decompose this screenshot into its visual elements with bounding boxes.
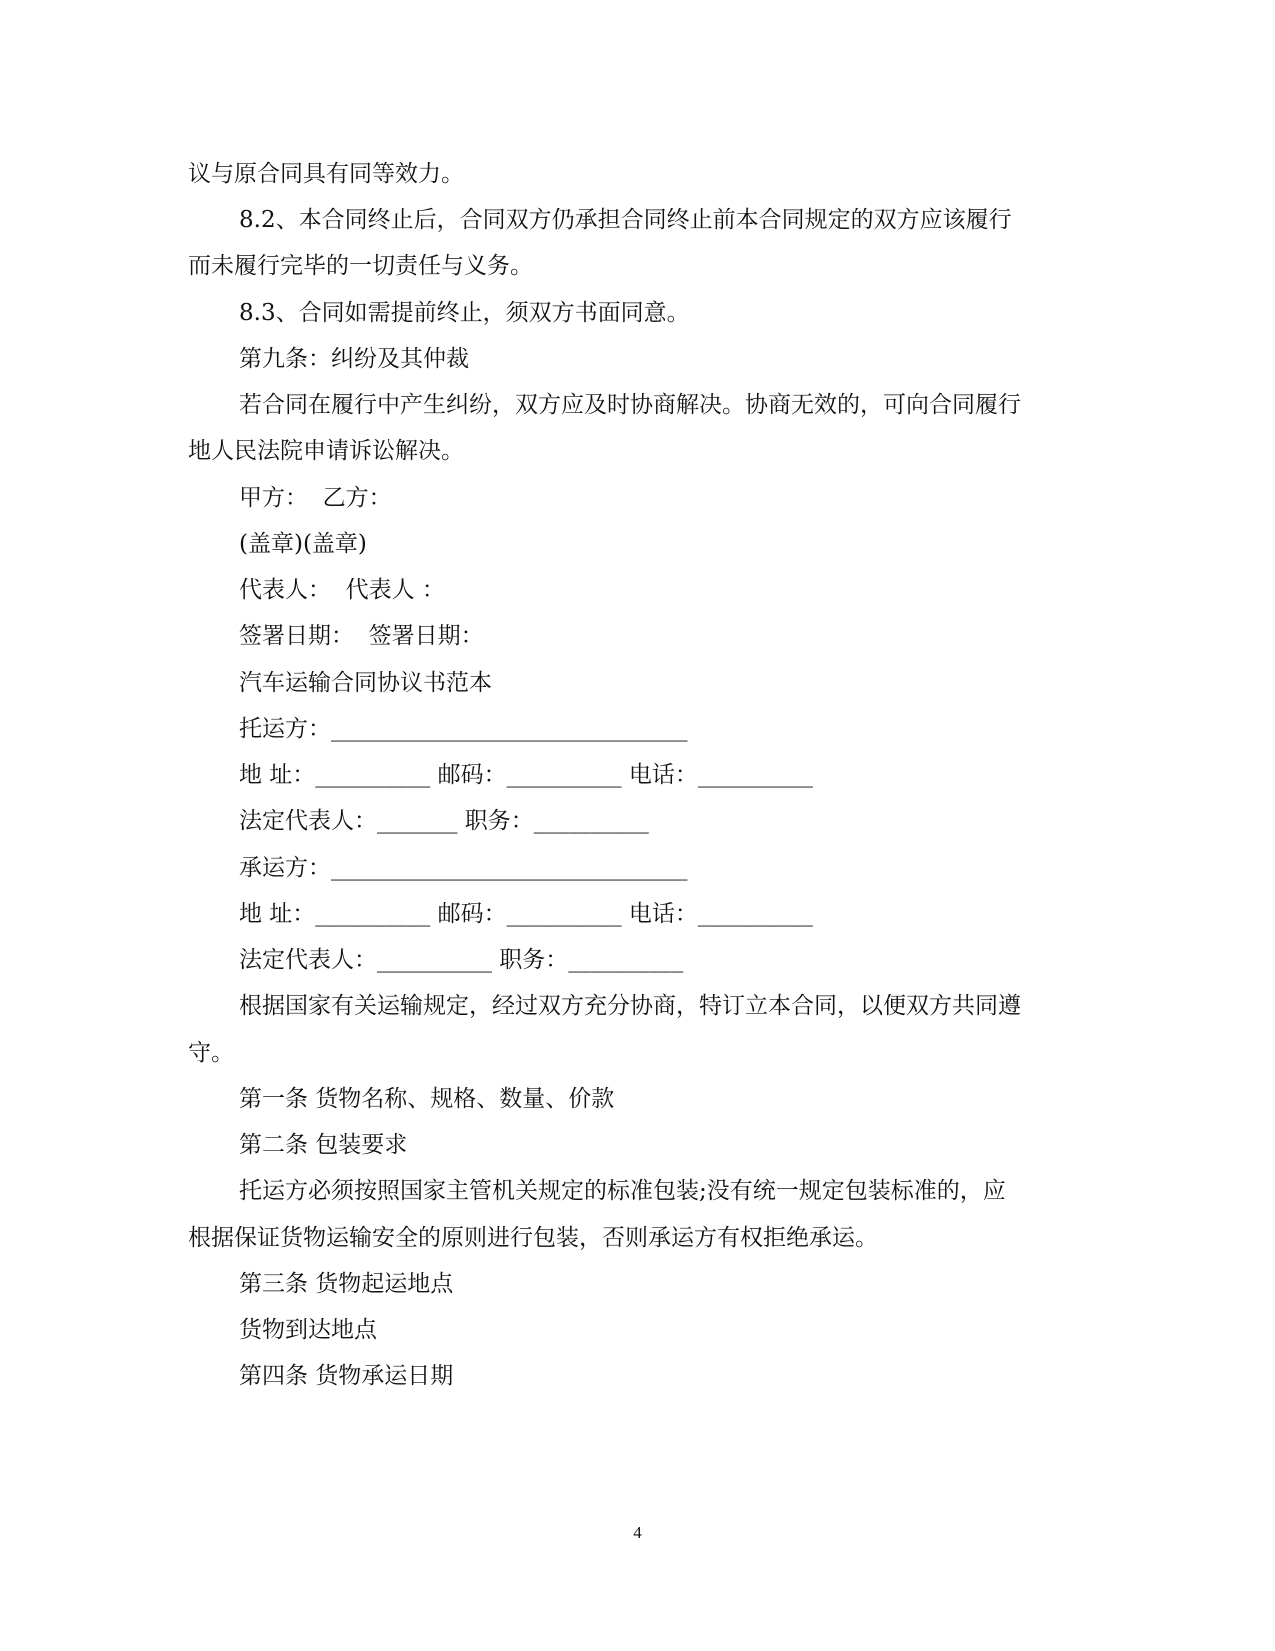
text-line: 货物到达地点 xyxy=(239,1317,377,1343)
page-number: 4 xyxy=(633,1523,642,1542)
article-2-heading: 第二条 包装要求 xyxy=(239,1132,408,1158)
text-line: 若合同在履行中产生纠纷，双方应及时协商解决。协商无效的，可向合同履行 xyxy=(239,392,1021,418)
text-line: 托运方必须按照国家主管机关规定的标准包装;没有统一规定包装标准的，应 xyxy=(239,1178,1006,1204)
contract-title: 汽车运输合同协议书范本 xyxy=(239,670,492,696)
text-line: 议与原合同具有同等效力。 xyxy=(188,161,464,187)
text-line: 根据保证货物运输安全的原则进行包装，否则承运方有权拒绝承运。 xyxy=(188,1225,878,1251)
text-line: 而未履行完毕的一切责任与义务。 xyxy=(188,253,533,279)
seal-labels: (盖章)(盖章) xyxy=(239,531,367,557)
text-line: 地人民法院申请诉讼解决。 xyxy=(188,438,464,464)
clause-8-3: 8.3、合同如需提前终止，须双方书面同意。 xyxy=(239,300,690,326)
representative-labels: 代表人： 代表人 ： xyxy=(239,577,445,603)
article-9-heading: 第九条：纠纷及其仲裁 xyxy=(239,346,469,372)
carrier-field: 承运方：_______________________________ xyxy=(239,855,688,881)
carrier-representative-field: 法定代表人：__________ 职务：__________ xyxy=(239,947,684,973)
shipper-address-field: 地 址：__________ 邮码：__________ 电话：__________ xyxy=(239,762,813,788)
shipper-representative-field: 法定代表人：_______ 职务：__________ xyxy=(239,808,649,834)
article-4-heading: 第四条 货物承运日期 xyxy=(239,1363,454,1389)
shipper-field: 托运方：_______________________________ xyxy=(239,716,688,742)
article-1-heading: 第一条 货物名称、规格、数量、价款 xyxy=(239,1086,615,1112)
party-labels: 甲方： 乙方： xyxy=(239,485,392,511)
clause-8-2: 8.2、本合同终止后，合同双方仍承担合同终止前本合同规定的双方应该履行 xyxy=(239,207,1012,233)
text-line: 守。 xyxy=(188,1040,234,1066)
article-3-heading: 第三条 货物起运地点 xyxy=(239,1271,454,1297)
text-line: 根据国家有关运输规定，经过双方充分协商，特订立本合同，以便双方共同遵 xyxy=(239,993,1021,1019)
signing-date-labels: 签署日期： 签署日期： xyxy=(239,623,484,649)
carrier-address-field: 地 址：__________ 邮码：__________ 电话：__________ xyxy=(239,901,813,927)
